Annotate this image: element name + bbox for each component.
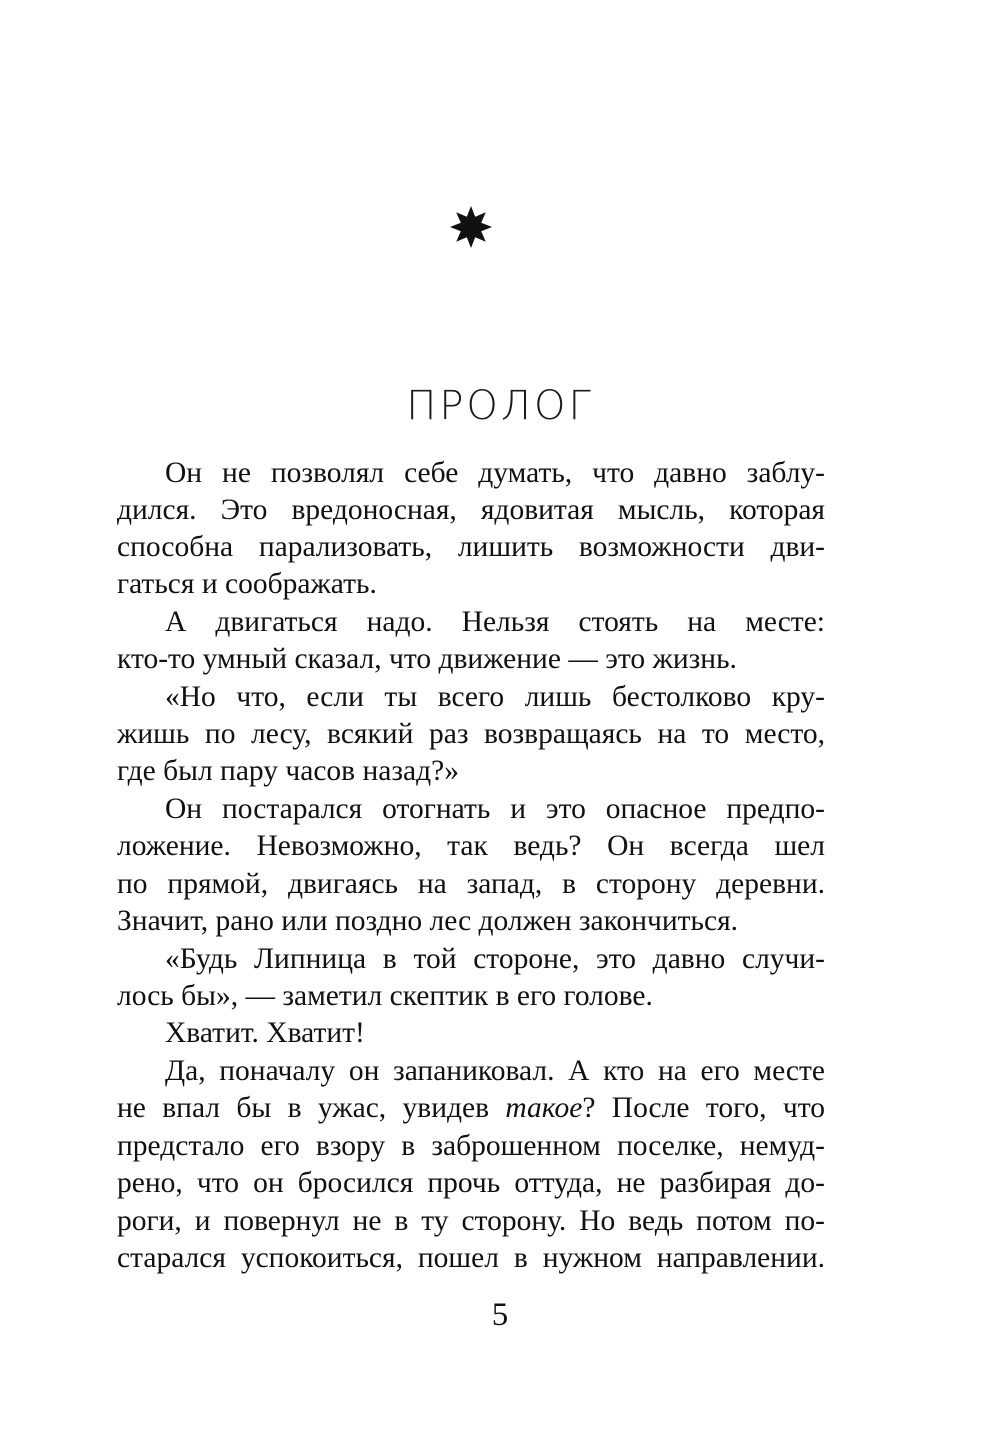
text-line: кто-то умный сказал, что движение — это жизнь. bbox=[117, 643, 737, 675]
text-line: Он не позволял себе думать, что давно заблу- bbox=[165, 457, 825, 489]
text-line: А двигаться надо. Нельзя стоять на месте: bbox=[165, 606, 825, 638]
text-fragment: не впал бы в ужас, увидев bbox=[117, 1092, 506, 1124]
star-ornament-icon bbox=[449, 205, 493, 249]
text-line: предстало его взору в заброшенном поселке, немуд- bbox=[117, 1130, 825, 1162]
text-line: Он постарался отогнать и это опасное предпо- bbox=[165, 793, 825, 825]
text-line: дился. Это вредоносная, ядовитая мысль, которая bbox=[117, 494, 825, 526]
text-line: роги, и повернул не в ту сторону. Но ведь потом по- bbox=[117, 1205, 825, 1237]
page-number: 5 bbox=[491, 1297, 509, 1333]
text-line: «Но что, если ты всего лишь бестолково кру- bbox=[165, 681, 825, 713]
text-line: гаться и соображать. bbox=[117, 568, 377, 600]
text-fragment: ? После того, что bbox=[582, 1092, 826, 1124]
text-line: «Будь Липница в той стороне, это давно случи- bbox=[165, 943, 825, 975]
text-line: рено, что он бросился прочь оттуда, не разбирая до- bbox=[117, 1167, 825, 1199]
text-line: Значит, рано или поздно лес должен закончиться. bbox=[117, 905, 739, 937]
chapter-title: ПРОЛОГ bbox=[406, 383, 594, 429]
text-line: лось бы», — заметил скептик в его голове. bbox=[117, 980, 653, 1012]
text-line: Да, поначалу он запаниковал. А кто на его месте bbox=[165, 1055, 825, 1087]
emphasized-word: такое bbox=[505, 1092, 583, 1124]
text-line bbox=[117, 1090, 825, 1127]
text-line: где был пару часов назад?» bbox=[117, 755, 459, 787]
text-line: старался успокоиться, пошел в нужном направлении. bbox=[117, 1242, 825, 1274]
text-line: способна парализовать, лишить возможности дви- bbox=[117, 531, 825, 563]
text-line: жишь по лесу, всякий раз возвращаясь на то место, bbox=[117, 718, 825, 750]
text-line: ложение. Невозможно, так ведь? Он всегда шел bbox=[117, 830, 825, 862]
text-line: по прямой, двигаясь на запад, в сторону деревни. bbox=[117, 868, 825, 900]
text-line: Хватит. Хватит! bbox=[165, 1017, 365, 1049]
